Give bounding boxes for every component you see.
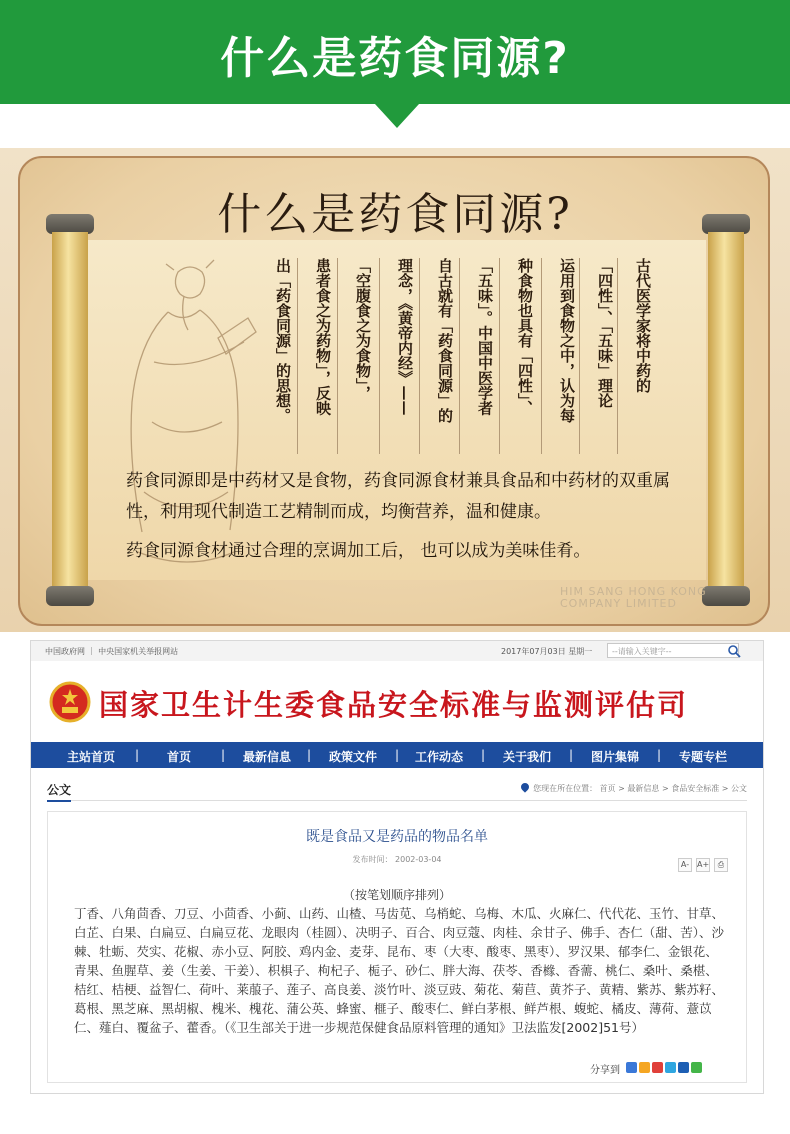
nav-separator: | — [307, 748, 312, 762]
share-tqq-icon[interactable] — [665, 1062, 676, 1073]
scroll-text-column: 运用到食物之中，认为每 — [558, 258, 576, 423]
search-icon[interactable] — [727, 644, 741, 658]
nav-separator: | — [481, 748, 486, 762]
share-renren-icon[interactable] — [678, 1062, 689, 1073]
nav-item-policy[interactable]: 政策文件 — [329, 750, 378, 764]
site-nav-bar — [31, 742, 763, 768]
nav-separator: | — [569, 748, 574, 762]
nav-item-about[interactable]: 关于我们 — [503, 750, 552, 764]
column-divider — [419, 258, 420, 454]
site-search-input[interactable]: --请输入关键字-- — [607, 643, 739, 658]
print-button[interactable]: ⎙ — [714, 858, 728, 872]
scroll-text-column: 自古就有「药食同源」的 — [436, 258, 454, 423]
banner-arrow-icon — [375, 104, 419, 128]
column-divider — [337, 258, 338, 454]
scroll-text-column: 古代医学家将中药的 — [634, 258, 652, 393]
header-banner — [0, 0, 790, 104]
site-topbar — [31, 641, 763, 661]
company-watermark: HIM SANG HONG KONG COMPANY LIMITED — [560, 585, 707, 610]
left-rod-bottom-cap — [46, 586, 94, 606]
share-icons — [588, 1058, 702, 1077]
column-divider — [617, 258, 618, 454]
scroll-text-column: 「五味」。中国中医学者 — [476, 258, 494, 416]
scroll-text-column: 出「药食同源」的思想。 — [274, 258, 292, 423]
scroll-text-column: 种食物也具有「四性」、 — [516, 258, 534, 416]
breadcrumb-text[interactable]: 您现在所在位置： 首页 > 最新信息 > 食品安全标准 > 公文 — [533, 784, 747, 793]
article-body: 丁香、八角茴香、刀豆、小茴香、小蓟、山药、山楂、马齿苋、乌梢蛇、乌梅、木瓜、火麻仁、代代花、玉竹、甘草、白芷、白果、白扁豆、白扁豆花、龙眼肉（桂圆）、决明子、百合、肉豆蔻、肉桂、余甘子、佛手、杏仁（甜、苦）、沙棘、牡蛎、芡实、花椒、赤小豆、阿胶、鸡内金、麦芽、昆布、枣（大枣、酸枣、黑枣）、罗汉果、郁李仁、金银花、青果、鱼腥草、姜（生姜、干姜）、枳椇子、枸杞子、栀子、砂仁、胖大海、茯苓、香橼、香薷、桃仁、桑叶、桑椹、桔红、桔梗、益智仁、荷叶、莱菔子、莲子、高良姜、淡竹叶、淡豆豉、菊花、菊苣、黄芥子、黄精、紫苏、紫苏籽、葛根、黑芝麻、黑胡椒、槐米、槐花、蒲公英、蜂蜜、榧子、酸枣仁、鲜白茅根、鲜芦根、蝮蛇、橘皮、薄荷、薏苡仁、薤白、覆盆子、藿香。（《卫生部关于进一步规范保健食品原料管理的通知》卫法监发[2002]51号） — [74, 906, 725, 1035]
nav-item-work[interactable]: 工作动态 — [415, 750, 464, 764]
column-divider — [297, 258, 298, 454]
article-tools — [674, 852, 728, 872]
column-divider — [579, 258, 580, 454]
article-panel — [47, 811, 747, 1083]
share-weibo-icon[interactable] — [652, 1062, 663, 1073]
scroll-text-column: 理念，《黄帝内经》—— — [396, 258, 414, 416]
national-emblem-icon — [49, 681, 91, 723]
breadcrumb-row — [47, 777, 747, 801]
right-scroll-rod — [708, 232, 744, 588]
nav-separator: | — [395, 748, 400, 762]
font-larger-button[interactable]: A+ — [696, 858, 710, 872]
banner-title: 什么是药食同源? — [220, 33, 570, 84]
section-label: 公文 — [47, 781, 71, 802]
website-screenshot — [30, 640, 764, 1094]
share-wechat-icon[interactable] — [691, 1062, 702, 1073]
left-rod-top-cap — [46, 214, 94, 234]
nav-item-latest[interactable]: 最新信息 — [243, 750, 292, 764]
nav-item-gallery[interactable]: 图片集锦 — [591, 750, 640, 764]
topbar-date: 2017年07月03日 星期一 — [501, 647, 593, 656]
nav-item-main-home[interactable]: 主站首页 — [67, 750, 116, 764]
right-rod-top-cap — [702, 214, 750, 234]
column-divider — [499, 258, 500, 454]
article-title: 既是食品又是药品的物品名单 — [306, 829, 488, 845]
scroll-text-column: 「四性」、「五味」理论 — [596, 258, 614, 408]
share-qzone-icon[interactable] — [626, 1062, 637, 1073]
nav-separator: | — [221, 748, 226, 762]
nav-item-special[interactable]: 专题专栏 — [679, 750, 728, 764]
column-divider — [379, 258, 380, 454]
article-date: 发布时间： 2002-03-04 — [352, 855, 442, 864]
scroll-paragraph-1: 药食同源即是中药材又是食物，药食同源食材兼具食品和中药材的双重属性，利用现代制造工艺精制而成，均衡营养，温和健康。 — [126, 471, 670, 522]
left-scroll-rod — [52, 232, 88, 588]
article-subtitle: （按笔划顺序排列） — [342, 888, 451, 902]
nav-separator: | — [657, 748, 662, 762]
share-label: 分享到 — [590, 1065, 620, 1076]
scroll-text-column: 患者食之为药物」，反映 — [314, 258, 332, 416]
scroll-text-column: 「空腹食之为食物」， — [354, 258, 372, 401]
breadcrumb[interactable] — [521, 783, 747, 794]
font-smaller-button[interactable]: A- — [678, 858, 692, 872]
location-pin-icon — [519, 781, 530, 792]
sage-figure-illustration — [108, 252, 258, 582]
nav-separator: | — [135, 748, 140, 762]
column-divider — [541, 258, 542, 454]
column-divider — [459, 258, 460, 454]
nav-item-home[interactable]: 首页 — [167, 750, 192, 764]
topbar-links[interactable]: 中国政府网 ｜ 中央国家机关举报网站 — [45, 647, 179, 656]
share-tencent-icon[interactable] — [639, 1062, 650, 1073]
scroll-title: 什么是药食同源? — [217, 189, 573, 240]
site-title: 国家卫生计生委食品安全标准与监测评估司 — [99, 688, 689, 722]
scroll-paragraph-2: 药食同源食材通过合理的烹调加工后， 也可以成为美味佳肴。 — [126, 541, 591, 561]
